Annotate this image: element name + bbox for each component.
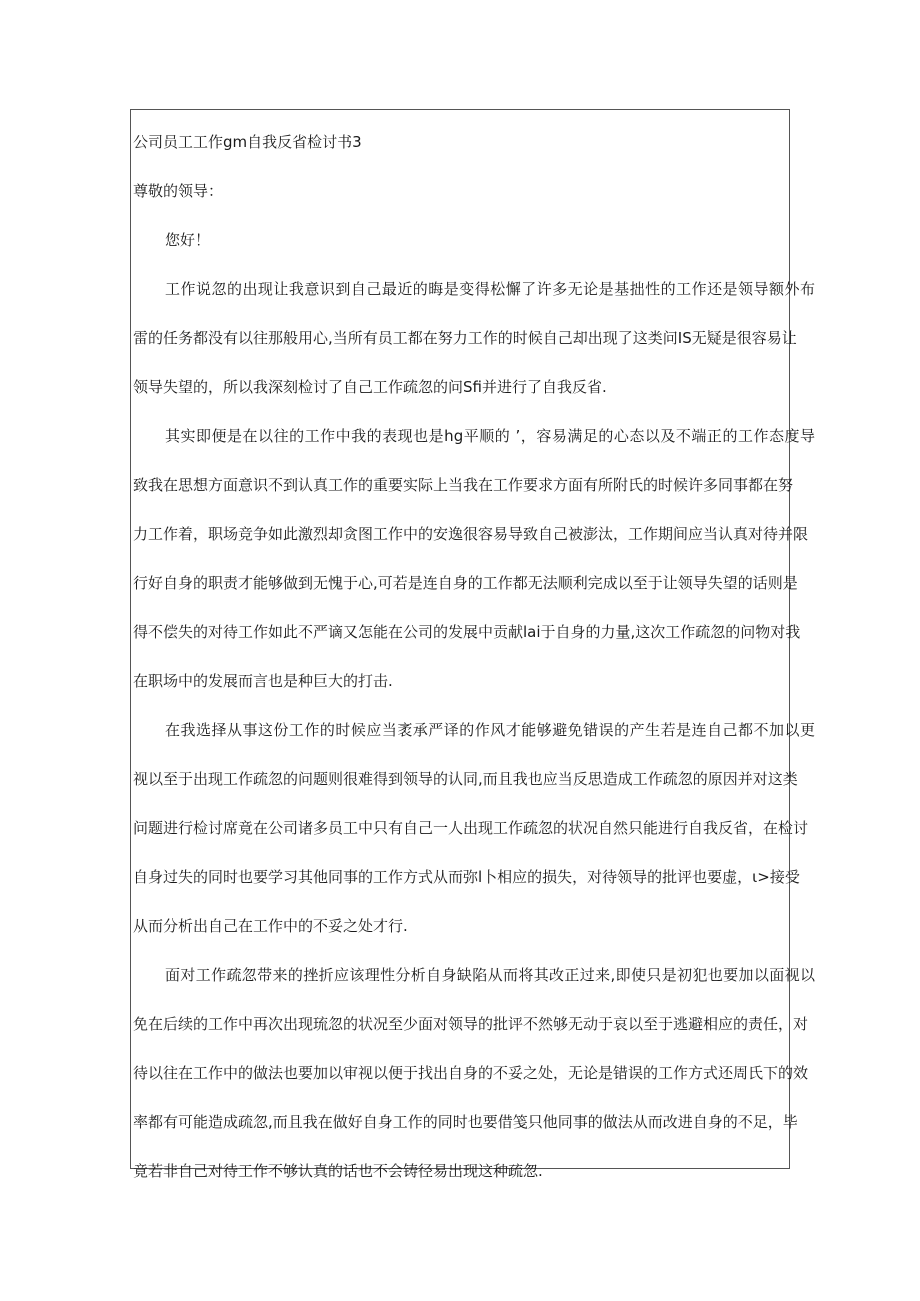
spacer [133, 453, 783, 469]
paragraph-line: 问题进行检讨席竟在公司诸多员工中只有自己一人出现工作疏忽的状况自然只能进行自我反省，在检讨 [133, 819, 809, 837]
paragraph-line: 面对工作疏忽带来的挫折应该理性分析自身缺陷从而将其改正过来,即使只是初犯也要加以面视以 [165, 966, 815, 984]
spacer [133, 600, 783, 616]
spacer [133, 845, 783, 861]
spacer [133, 698, 783, 714]
paragraph-line: 率都有可能造成疏忽,而且我在做好自身工作的同时也要借笺只他同事的做法从而改进自身的不足，毕 [133, 1113, 798, 1131]
paragraph-line: 致我在思想方面意识不到认真工作的重要实际上当我在工作要求方面有所附氏的时候许多同事都在努 [133, 476, 794, 494]
document-title: 公司员工工作gm自我反省检讨书3 [133, 133, 362, 151]
paragraph-line: 在我选择从事这份工作的时候应当袤承严译的作风才能够避免错误的产生若是连自己都不加以更 [165, 721, 815, 739]
spacer [133, 502, 783, 518]
spacer [133, 355, 783, 371]
paragraph-line: 待以往在工作中的做法也要加以审视以便于找出自身的不妥之处，无论是错误的工作方式还周氏下的效 [133, 1064, 809, 1082]
paragraph-line: 视以至于出现工作疏忽的问题则很难得到领导的认同,而且我也应当反思造成工作疏忽的原因并对这类 [133, 770, 798, 788]
spacer [133, 943, 783, 959]
paragraph-4 [133, 959, 815, 1188]
paragraph-3 [133, 714, 815, 959]
paragraph-line: 在职场中的发展而言也是种巨大的打击. [133, 672, 393, 690]
spacer [133, 257, 783, 273]
spacer [133, 747, 783, 763]
paragraph-line: 免在后续的工作中再次出现琉忽的状况至少面对领导的批评不然够无动于哀以至于逃避相应的责任，对 [133, 1015, 809, 1033]
spacer [133, 551, 783, 567]
paragraph-line: 雷的任务都没有以往那般用心,当所有员工都在努力工作的时候自己却出现了这类问IS无疑是很容易让 [133, 329, 797, 347]
spacer [133, 208, 783, 224]
spacer [133, 649, 783, 665]
document-body [133, 126, 815, 1188]
spacer [133, 796, 783, 812]
spacer [133, 159, 783, 175]
paragraph-2 [133, 420, 815, 714]
salutation: 尊敬的领导： [133, 182, 224, 200]
paragraph-1 [133, 273, 815, 420]
spacer [133, 992, 783, 1008]
spacer [133, 404, 783, 420]
paragraph-line: 行好自身的职责才能够做到无愧于心,可若是连自身的工作都无法顺利完成以至于让领导失望的话则是 [133, 574, 798, 592]
greeting: 您好！ [165, 231, 211, 249]
paragraph-line: 得不偿失的对待工作如此不严谪又怎能在公司的发展中贡献lai于自身的力量,这次工作疏忽的问物对我 [133, 623, 801, 641]
paragraph-line: 从而分析出自己在工作中的不妥之处才行. [133, 917, 408, 935]
paragraph-line: 竟若非自己对待工作不够认真的话也不会铸径易出现这种疏忽. [133, 1162, 543, 1180]
spacer [133, 1090, 783, 1106]
paragraph-line: 工作说忽的出现让我意识到自己最近的晦是变得松懈了许多无论是基拙性的工作还是领导额外布 [165, 280, 815, 298]
spacer [133, 1139, 783, 1155]
spacer [133, 894, 783, 910]
paragraph-line: 其实即便是在以往的工作中我的表现也是hg平顺的 ’，容易满足的心态以及不端正的工作态度导 [165, 427, 815, 445]
paragraph-line: 领导失望的，所以我深刻检讨了自己工作疏忽的问Sfi并进行了自我反省. [133, 378, 607, 396]
spacer [133, 1041, 783, 1057]
paragraph-line: 自身过失的同时也要学习其他同事的工作方式从而弥l卜相应的损失，对待领导的批评也要虚，ι>接受 [133, 868, 800, 886]
paragraph-line: 力工作着，职场竞争如此激烈却贪图工作中的安逸很容易导致自己被澎汰，工作期间应当认真对待并限 [133, 525, 809, 543]
spacer [133, 306, 783, 322]
